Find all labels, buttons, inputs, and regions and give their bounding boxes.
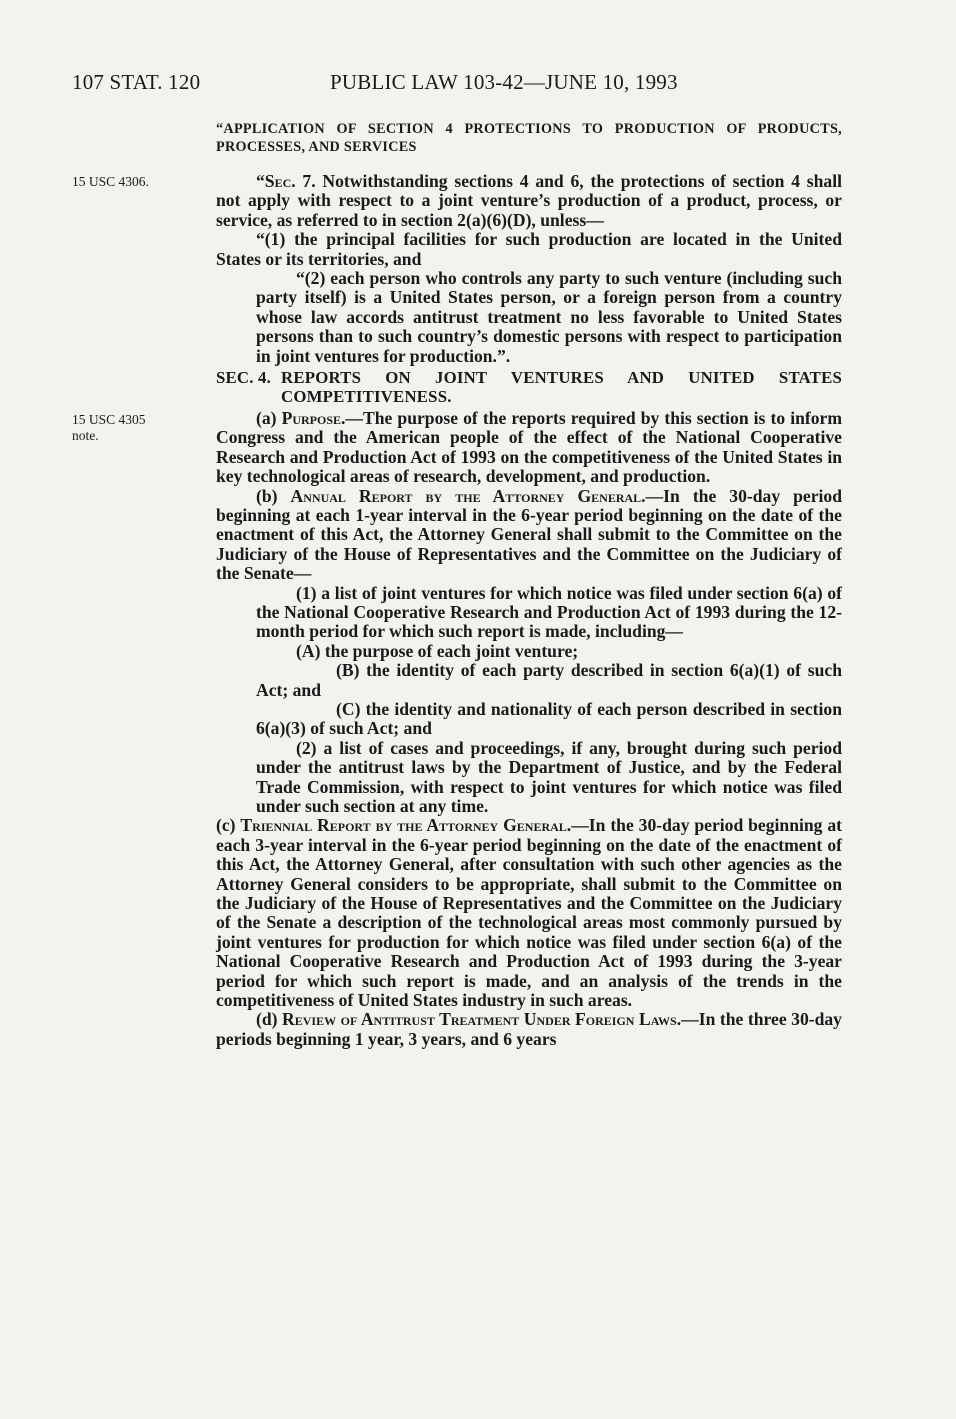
section-7-intro: “Sec. 7. Notwithstanding sections 4 and 6, the protections of section 4 shall not apply with respect to a joint venture’s production of a product, process, or service, as referred to in section 2(a)(6)(D), unless— — [216, 171, 843, 230]
document-body — [216, 120, 842, 1049]
section-4-heading — [216, 368, 842, 407]
subsection-b: (b) Annual Report by the Attorney General.—In the 30-day period beginning at each 1-year interval in the 6-year period beginning on the date of the enactment of this Act, the Attorney General shall submit to the Committee on the Judiciary of the House of Representatives and the Committee on the Judiciary of the Senate— — [216, 485, 843, 584]
subsection-d: (d) Review of Antitrust Treatment Under Foreign Laws.—In the three 30-day periods beginning 1 year, 3 years, and 6 years — [216, 1009, 842, 1049]
stat-page-number: 107 STAT. 120 — [72, 70, 201, 94]
subsection-b-para-C: (C) the identity and nationality of each person described in section 6(a)(3) of such Act; and — [256, 698, 842, 739]
running-title: PUBLIC LAW 103-42—JUNE 10, 1993 — [330, 70, 678, 94]
section-7-para-2: “(2) each person who controls any party to such venture (including such party itself) is a United States person, or a foreign person from a country whose law accords antitrust treatment no less favorable to United States persons than to such country’s domestic persons with respect to participation in joint ventures for production.”. — [256, 268, 842, 366]
subsection-a: (a) Purpose.—The purpose of the reports required by this section is to inform Congress and the American people of the effect of the National Cooperative Research and Production Act of 1993 on the competitiveness of the United States in key technological areas of research, development, and production. — [216, 407, 842, 487]
margin-note-usc-4306: 15 USC 4306. — [72, 174, 149, 189]
subsection-c: (c) Triennial Report by the Attorney General.—In the 30-day period beginning at each 3-year interval in the 6-year period beginning on the date of the enactment of this Act, the Attorney General, after consultation with such other agencies as the Attorney General considers to be appropriate, shall submit to the Committee on the Judiciary of the House of Representatives and the Committee on the Judiciary of the Senate a description of the technological areas most commonly pursued by joint ventures for production for which notice was filed under section 6(a) of the National Cooperative Research and Production Act of 1993 during the 3-year period for which such report is made, and an analysis of the trends in the competitiveness of United States industry in such areas. — [216, 815, 842, 1011]
section-4-title: REPORTS ON JOINT VENTURES AND UNITED STATES COMPETITIVENESS. — [281, 368, 842, 407]
subsection-b-para-1: (1) a list of joint ventures for which notice was filed under section 6(a) of the National Cooperative Research and Production Act of 1993 during the 12-month period for which such report is made, including— — [256, 582, 842, 642]
subsection-b-para-A: (A) the purpose of each joint venture; — [296, 640, 579, 661]
section-7-para-1: “(1) the principal facilities for such production are located in the United States or its territories, and — [216, 229, 842, 269]
section-4-number: SEC. 4. — [216, 368, 272, 388]
subsection-b-para-2: (2) a list of cases and proceedings, if any, brought during such period under the antitrust laws by the Department of Justice, and by the Federal Trade Commission, with respect to joint ventures for which notice was filed under such section at any time. — [256, 737, 842, 816]
subsection-b-para-B: (B) the identity of each party described in section 6(a)(1) of such Act; and — [256, 660, 842, 700]
margin-note-usc-4305: 15 USC 4305 note. — [72, 412, 146, 443]
section-7-heading: “APPLICATION OF SECTION 4 PROTECTIONS TO PRODUCTION OF PRODUCTS, PROCESSES, AND SERVICES — [216, 121, 842, 155]
